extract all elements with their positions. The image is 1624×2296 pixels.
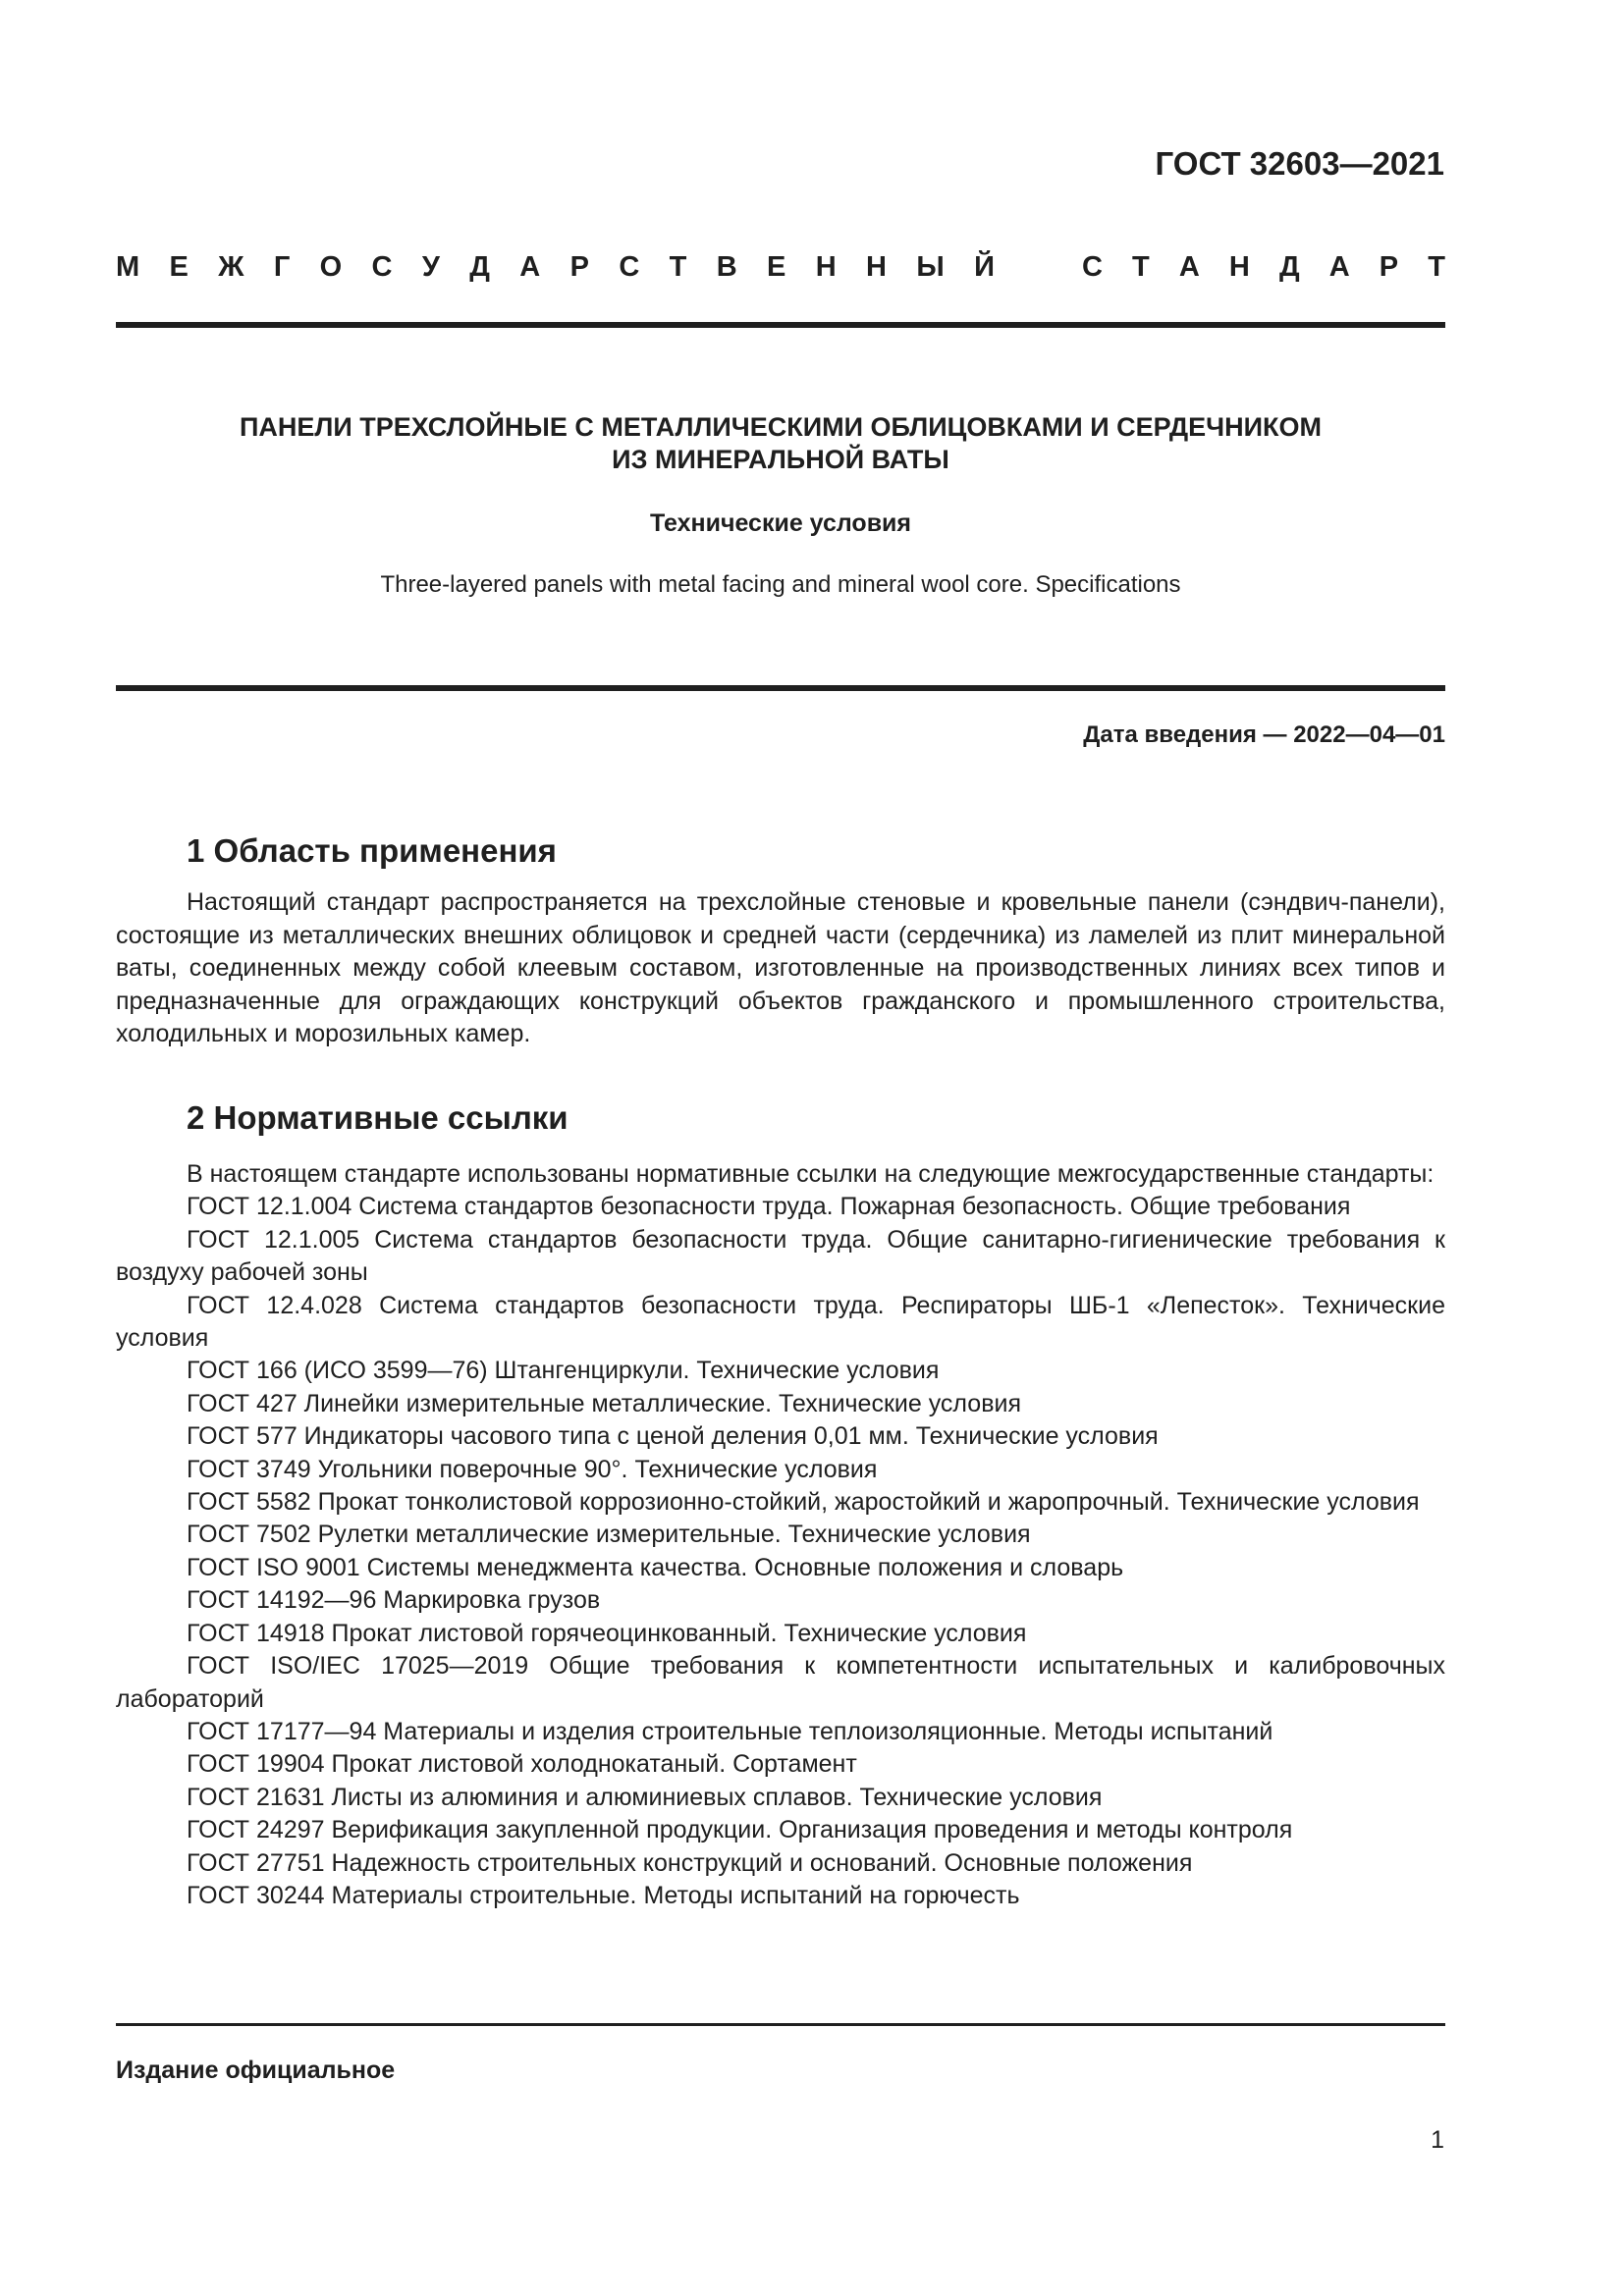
references-items [116,1191,1445,1912]
reference-item: ГОСТ 3749 Угольники поверочные 90°. Технические условия [187,1455,878,1483]
standard-category-header [116,251,1445,284]
category-letter: Т [1428,251,1445,283]
effective-date: Дата введения — 2022—04—01 [1083,721,1445,748]
reference-item: ГОСТ 7502 Рулетки металлические измерительные. Технические условия [187,1521,1031,1549]
category-letter: В [716,251,737,283]
category-letter: Т [669,251,687,283]
category-word-interstate [116,251,995,284]
category-letter: Р [1379,251,1399,283]
category-letter: Н [815,251,837,283]
category-letter: Ж [218,251,244,283]
category-word-standard [1082,251,1445,284]
category-letter: Ы [916,251,945,283]
reference-item: ГОСТ 14192—96 Маркировка грузов [187,1586,601,1615]
category-letter: Д [1278,251,1300,283]
reference-item: ГОСТ 5582 Прокат тонколистовой коррозионно-стойкий, жаростойкий и жаропрочный. Технические условия [187,1488,1420,1517]
title-line-1: ПАНЕЛИ ТРЕХСЛОЙНЫЕ С МЕТАЛЛИЧЕСКИМИ ОБЛИЦОВКАМИ И СЕРДЕЧНИКОМ [239,412,1323,442]
section-body-scope: Настоящий стандарт распространяется на трехслойные стеновые и кровельные панели (сэндвич-панели), состоящие из металлических внешних облицовок и средней части (сердечника) из ламелей из плит минеральной ваты, соединенных между собой клеевым составом, изготовленные на производственных линиях всех типов и предназначенные для ограждающих конструкций объектов гражданского и промышленного строительства, холодильных и морозильных камер. [116,888,1445,1047]
footer-divider [116,2023,1445,2026]
category-letter: Е [169,251,189,283]
category-letter: Т [1132,251,1150,283]
category-letter: Н [866,251,887,283]
category-letter: С [371,251,393,283]
category-letter: М [116,251,140,283]
header-divider [116,322,1445,328]
reference-item: ГОСТ 24297 Верификация закупленной продукции. Организация проведения и методы контроля [187,1816,1293,1844]
category-letter: Е [767,251,786,283]
official-edition-label: Издание официальное [116,2056,396,2084]
references-list [116,1158,1445,1912]
reference-item: ГОСТ 12.1.004 Система стандартов безопасности труда. Пожарная безопасность. Общие требования [187,1193,1351,1221]
reference-item: ГОСТ 21631 Листы из алюминия и алюминиевых сплавов. Технические условия [187,1783,1103,1811]
document-title [116,411,1445,476]
category-letter: Р [569,251,589,283]
reference-item: ГОСТ 19904 Прокат листовой холоднокатаный. Сортамент [187,1750,857,1779]
reference-item: ГОСТ 12.4.028 Система стандартов безопасности труда. Респираторы ШБ-1 «Лепесток». Технические условия [116,1291,1445,1353]
category-letter: А [519,251,541,283]
document-number: ГОСТ 32603—2021 [1155,145,1444,182]
category-letter: Д [469,251,490,283]
reference-item: ГОСТ 12.1.005 Система стандартов безопасности труда. Общие санитарно-гигиенические требования к воздуху рабочей зоны [116,1225,1445,1287]
reference-item: ГОСТ 577 Индикаторы часового типа с ценой деления 0,01 мм. Технические условия [187,1422,1159,1451]
references-intro: В настоящем стандарте использованы нормативные ссылки на следующие межгосударственные стандарты: [187,1160,1435,1188]
reference-item: ГОСТ 427 Линейки измерительные металлические. Технические условия [187,1389,1021,1417]
category-letter: Г [273,251,291,283]
reference-item: ГОСТ 17177—94 Материалы и изделия строительные теплоизоляционные. Методы испытаний [187,1717,1273,1745]
category-letter: А [1178,251,1200,283]
reference-item: ГОСТ ISO 9001 Системы менеджмента качества. Основные положения и словарь [187,1553,1124,1581]
page-number: 1 [1431,2126,1444,2154]
category-letter: О [319,251,343,283]
category-letter: Н [1228,251,1250,283]
reference-item: ГОСТ 14918 Прокат листовой горячеоцинкованный. Технические условия [187,1619,1027,1647]
reference-item: ГОСТ 30244 Материалы строительные. Методы испытаний на горючесть [187,1881,1020,1909]
section-heading-normative-references: 2 Нормативные ссылки [187,1099,568,1136]
document-subtitle: Технические условия [649,509,912,537]
reference-item: ГОСТ 27751 Надежность строительных конструкций и оснований. Основные положения [187,1848,1193,1877]
reference-item: ГОСТ 166 (ИСО 3599—76) Штангенциркули. Технические условия [187,1357,940,1385]
category-letter: Й [974,251,995,283]
category-letter: С [619,251,640,283]
reference-item: ГОСТ ISO/IEC 17025—2019 Общие требования к компетентности испытательных и калибровочных лабораторий [116,1652,1445,1713]
section-heading-scope: 1 Область применения [187,832,557,869]
category-letter: С [1082,251,1103,283]
title-divider [116,685,1445,691]
category-letter: А [1328,251,1350,283]
category-letter: У [421,251,440,283]
english-title: Three-layered panels with metal facing and mineral wool core. Specifications [380,571,1181,598]
title-line-2: ИЗ МИНЕРАЛЬНОЙ ВАТЫ [612,445,949,474]
